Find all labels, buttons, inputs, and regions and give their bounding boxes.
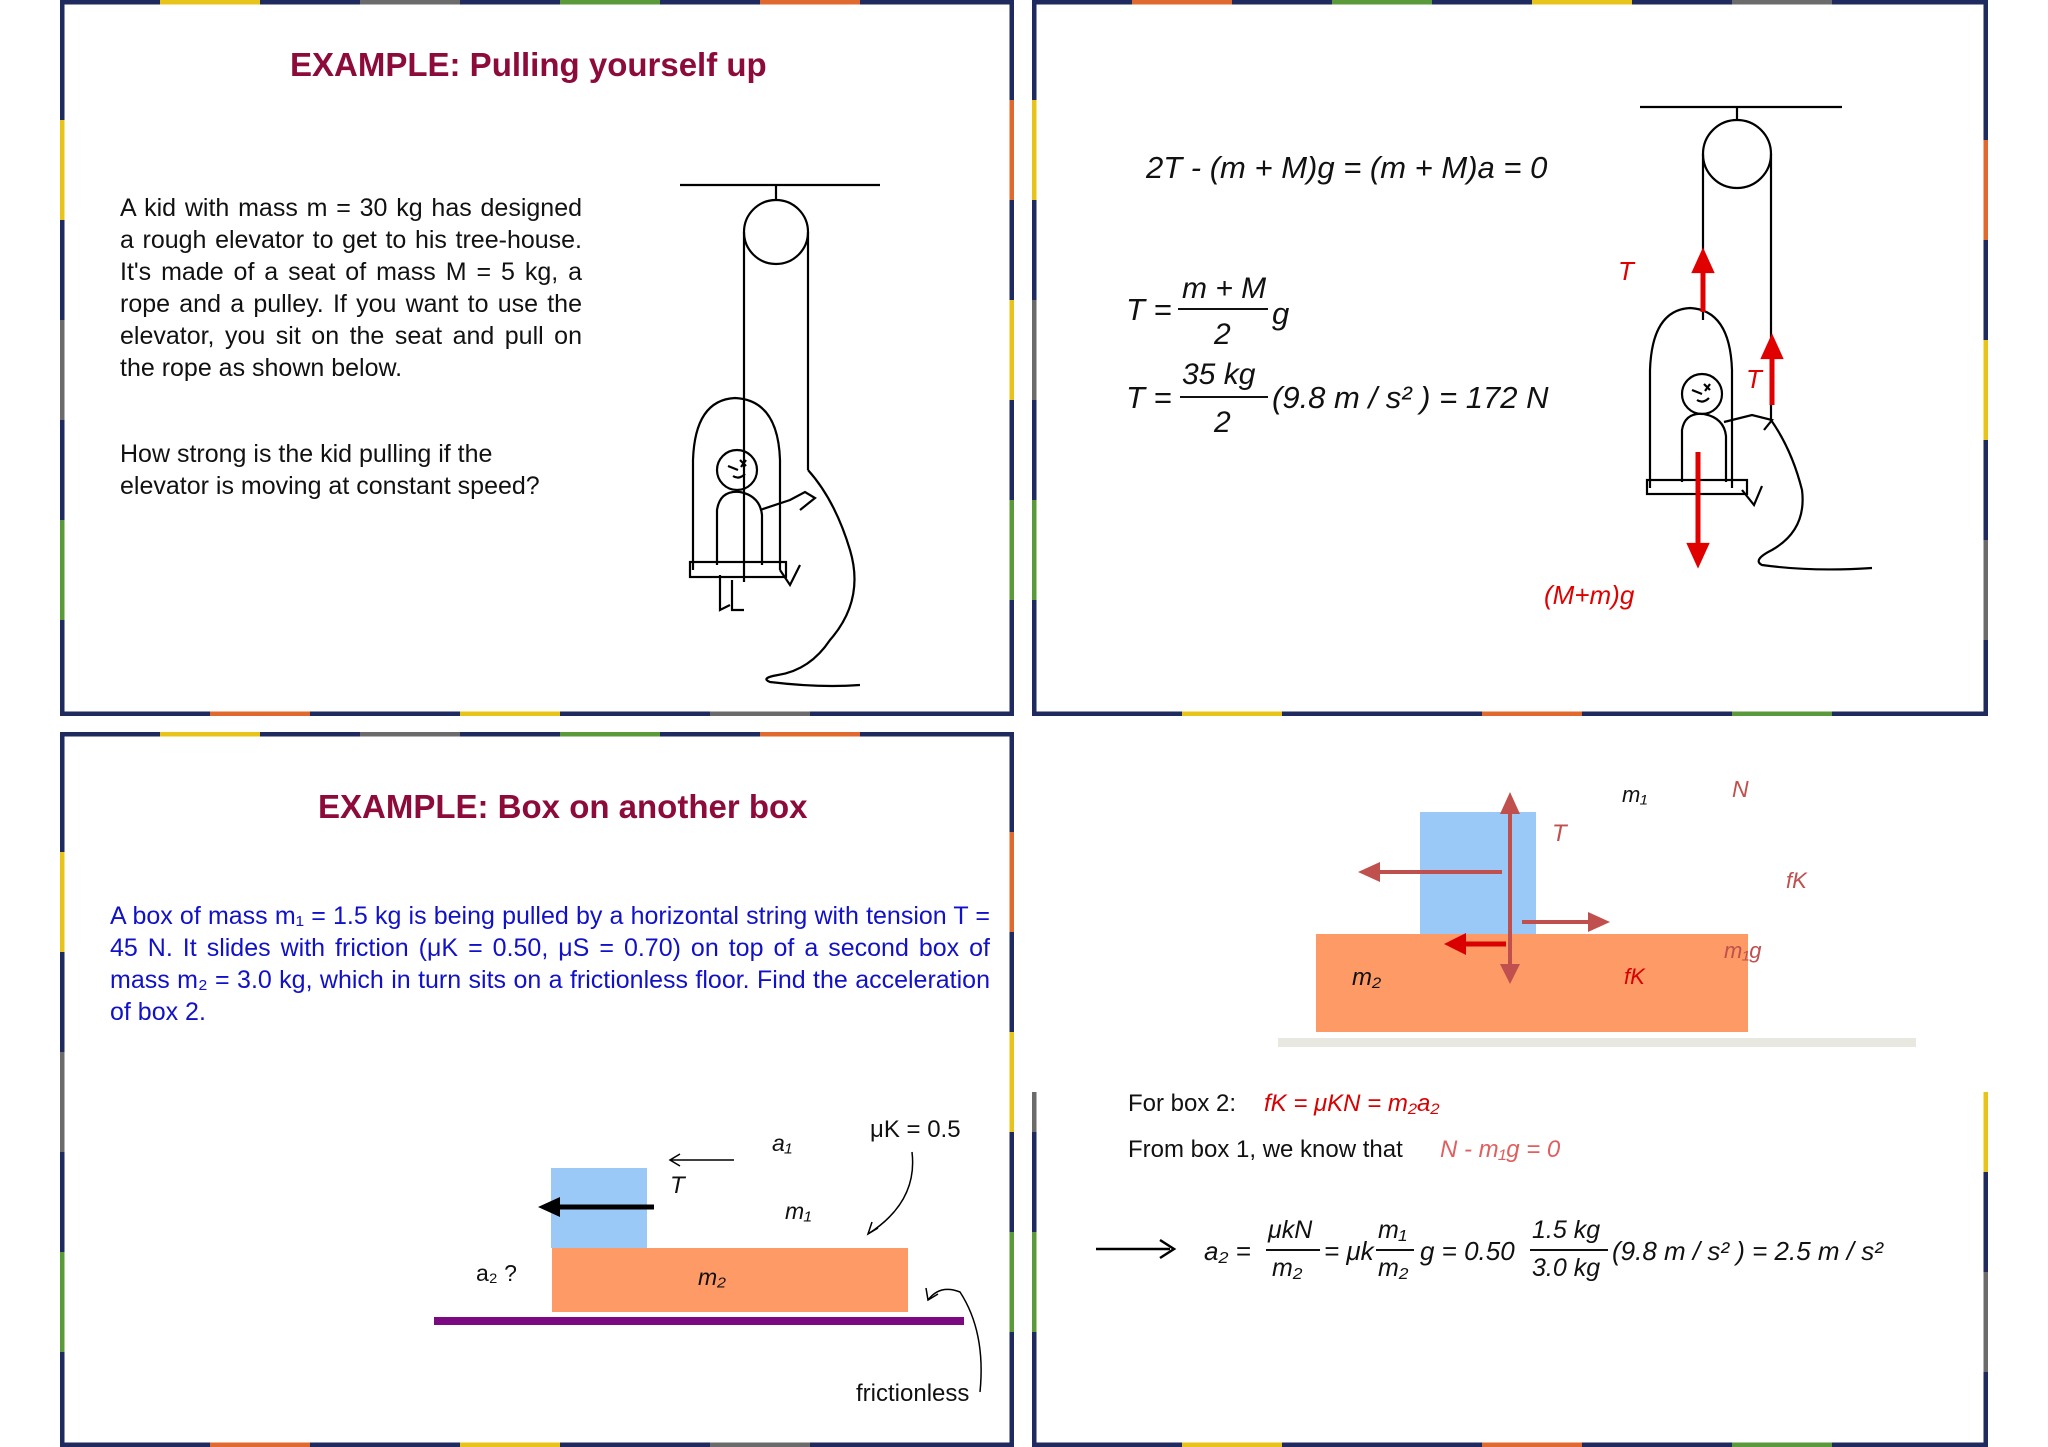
fraction-bar [1180,396,1268,398]
question-paragraph: How strong is the kid pulling if the elevator is moving at constant speed? [120,440,540,500]
slide-box-on-box [60,732,1014,1447]
label-fk-on-m1: fK [1786,868,1807,893]
box-diagram [60,732,1014,1447]
label-a1: a₁ [772,1130,793,1156]
final-frac2-numerator: m₁ [1378,1216,1407,1244]
fraction-bar [1376,1249,1414,1251]
final-eq3: g = 0.50 [1420,1236,1515,1266]
label-m1: m₁ [785,1198,812,1224]
problem-paragraph: A kid with mass m = 30 kg has designed a rough elevator to get to his tree-house. It's made of a seat of mass M = 5 kg, a rope and a pulley. If you want to use the elevator, you sit on the seat and pull on the rope as shown below. [120,194,582,382]
elevator-illustration [660,170,920,690]
equation-t-numerator: m + M [1182,272,1267,305]
implies-arrow [1094,1234,1184,1264]
final-tail: (9.8 m / s² ) = 2.5 m / s² [1612,1236,1883,1266]
label-mu-k: μK = 0.5 [870,1116,961,1143]
problem-paragraph: A box of mass m₁ = 1.5 kg is being pulled by a horizontal string with tension T = 45 N. It slides with friction (μK = 0.50, μS = 0.70) on top of a second box of mass m₂ = 3.0 kg, which in turn sits on a frictionless floor. Find the acceleration of box 2. [110,902,990,1026]
slide-box-solution [1032,732,1988,1447]
equation-t-value-tail: (9.8 m / s² ) = 172 N [1272,380,1549,415]
elevator-force-diagram [1592,90,1882,610]
final-frac2-denominator: m₂ [1378,1254,1409,1282]
equation-t-value-lhs: T = [1126,380,1172,415]
equation-t-value-denominator: 2 [1214,406,1231,439]
equation-newton: 2T - (m + M)g = (m + M)a = 0 [1146,150,1548,185]
fraction-bar [1178,308,1268,310]
equation-t-lhs: T = [1126,292,1172,327]
label-m1g: m₁g [1724,938,1762,963]
label-a2-question: a₂ ? [476,1260,517,1286]
label-weight: (M+m)g [1544,580,1635,610]
diagram-m2-fk-t-n [1032,732,1988,1092]
slide-pulling-yourself-up [60,0,1014,716]
label-normal: N [1732,776,1749,802]
box1-prefix: From box 1, we know that [1128,1136,1403,1163]
label-m2: m₂ [1352,964,1382,991]
box1-equation: N - m₁g = 0 [1440,1136,1561,1163]
label-m2: m₂ [698,1264,726,1290]
slide-pulling-solution [1032,0,1988,716]
box2-equation: fK = μKN = m₂a₂ [1264,1090,1440,1117]
label-fk-on-m2: fK [1624,964,1645,989]
label-tension-right: T [1746,364,1762,394]
final-frac1-denominator: m₂ [1272,1254,1303,1282]
equation-t-denominator: 2 [1214,318,1231,351]
label-tension-top: T [1618,256,1634,286]
label-tension: T [670,1172,685,1199]
final-frac3-denominator: 3.0 kg [1532,1254,1601,1282]
final-eq2: = μk [1324,1236,1374,1266]
label-tension: T [1552,820,1567,847]
equation-t-tail: g [1272,296,1290,331]
final-frac1-numerator: μkN [1268,1216,1313,1244]
fraction-bar [1530,1249,1608,1251]
final-a2: a₂ = [1204,1236,1251,1266]
fraction-bar [1266,1249,1320,1251]
slide-title: EXAMPLE: Pulling yourself up [290,46,767,83]
final-frac3-numerator: 1.5 kg [1532,1216,1601,1244]
label-frictionless: frictionless [856,1380,970,1407]
box2-prefix: For box 2: [1128,1090,1237,1117]
label-m1: m₁ [1622,782,1648,807]
equation-t-value-numerator: 35 kg [1182,358,1256,391]
slide-title: EXAMPLE: Box on another box [318,788,808,825]
